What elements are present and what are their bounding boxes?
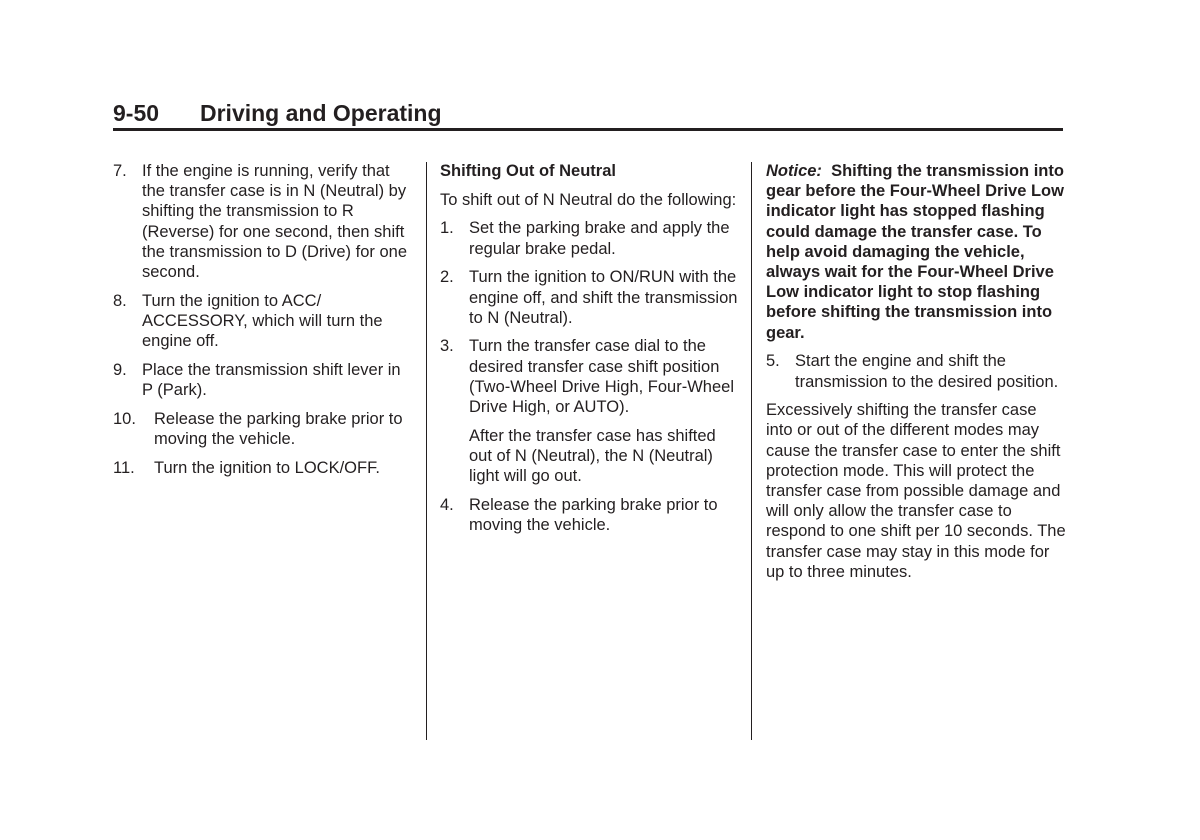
list-item-number: 3.	[440, 337, 454, 356]
list-item-number: 1.	[440, 219, 454, 238]
list-item-text: Place the transmission shift lever in P (Park).	[142, 360, 401, 400]
list-item	[440, 218, 740, 258]
column-divider	[751, 162, 752, 740]
list-item-number: 5.	[766, 352, 780, 371]
list-item	[440, 495, 740, 535]
list-item	[440, 336, 740, 417]
column-3	[766, 161, 1066, 591]
list-item	[113, 291, 413, 352]
column-1	[113, 161, 413, 486]
list-item	[113, 458, 413, 478]
notice-text: Shifting the transmission into gear before the Four-Wheel Drive Low indicator light has stopped flashing could damage the transfer case. To help avoid damaging the vehicle, always wait for the Four-Wheel Drive Low indicator light to stop flashing before shifting the transmission into gear.	[766, 162, 1064, 342]
list-item-number: 2.	[440, 268, 454, 287]
column-2	[440, 161, 740, 544]
notice-block	[766, 161, 1066, 343]
list-item	[113, 360, 413, 400]
list-item-number: 11.	[113, 458, 135, 477]
list-item-number: 7.	[113, 162, 127, 180]
list-item-text: Release the parking brake prior to moving the vehicle.	[469, 495, 718, 535]
list-item-followup: After the transfer case has shifted out of N (Neutral), the N (Neutral) light will go out.	[469, 426, 716, 486]
list-item	[440, 267, 740, 328]
list-item	[766, 351, 1066, 391]
list-item	[113, 161, 413, 282]
list-item-number: 8.	[113, 291, 127, 310]
list-item-text: Turn the ignition to ON/RUN with the engine off, and shift the transmission to N (Neutral).	[469, 268, 738, 327]
notice-label: Notice:	[766, 162, 822, 180]
list-item-text: Release the parking brake prior to moving the vehicle.	[154, 409, 403, 448]
page-header	[113, 100, 1063, 130]
list-item-text: If the engine is running, verify that the transfer case is in N (Neutral) by shifting the transmission to R (Reverse) for one second, then shift the transmission to D (Drive) for one second.	[142, 162, 408, 282]
list-item	[113, 409, 413, 449]
list-item-text: Set the parking brake and apply the regular brake pedal.	[469, 219, 730, 258]
list-item-text: Turn the ignition to LOCK/OFF.	[154, 458, 380, 477]
section-title: Driving and Operating	[200, 100, 442, 126]
intro-paragraph: To shift out of N Neutral do the following:	[440, 190, 737, 209]
subsection-heading: Shifting Out of Neutral	[440, 162, 616, 180]
body-paragraph: Excessively shifting the transfer case into or out of the different modes may cause the transfer case to enter the shift protection mode. This will protect the transfer case from possible damage and will only allow the transfer case to respond to one shift per 10 seconds. The transfer case may stay in this mode for up to three minutes.	[766, 401, 1066, 581]
list-item-number: 4.	[440, 495, 454, 514]
header-rule	[113, 128, 1063, 131]
column-divider	[426, 162, 427, 740]
list-item-text: Start the engine and shift the transmission to the desired position.	[795, 352, 1059, 391]
list-item-number: 9.	[113, 360, 127, 379]
page-number: 9-50	[113, 100, 160, 126]
list-item-text: Turn the transfer case dial to the desired transfer case shift position (Two-Wheel Drive High, Four-Wheel Drive High, or AUTO).	[469, 337, 734, 417]
list-item-number: 10.	[113, 409, 136, 428]
list-item-text: Turn the ignition to ACC/ ACCESSORY, which will turn the engine off.	[142, 291, 383, 351]
